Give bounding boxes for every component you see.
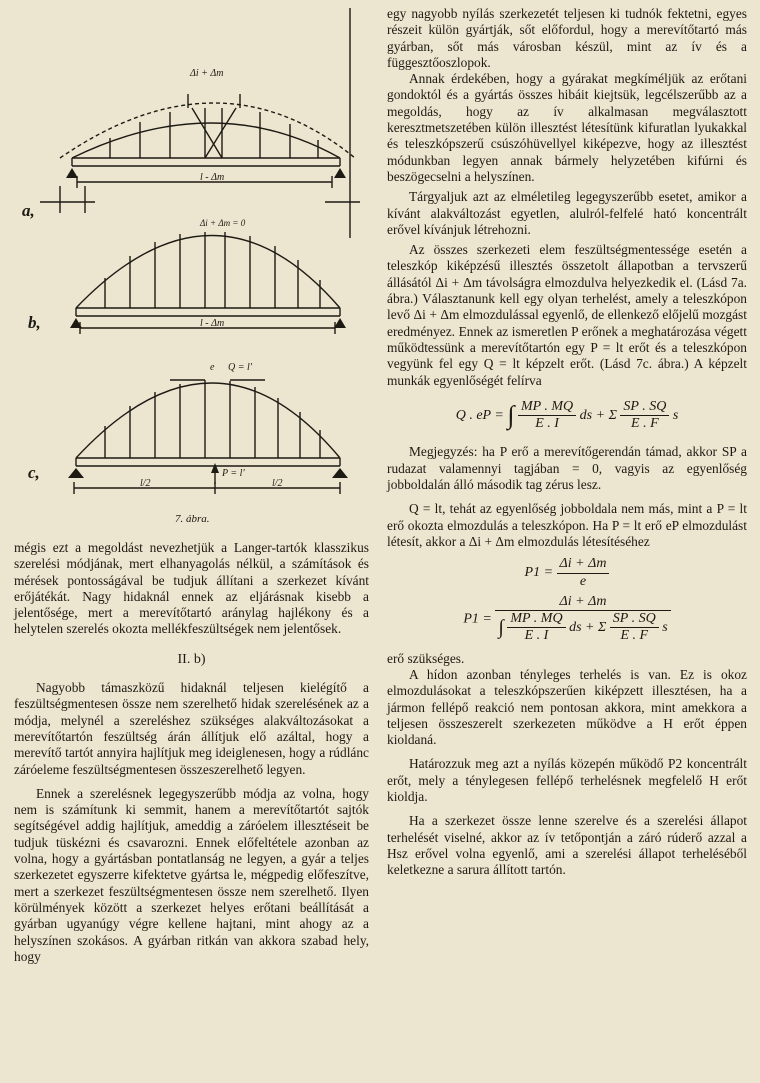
section-heading: II. b) xyxy=(177,651,206,667)
fig-label-b: b, xyxy=(28,313,41,332)
equation-1: Q . eP = ∫ $\frac{MP . MQ}{E . I}$ ds + Σ $\frac{SP . SQ}{E . F}$ s xyxy=(455,398,679,432)
left-paragraph-2: Nagyobb támaszközű hidaknál teljesen kielégítő a feszültségmentesen össze nem szerelhető hidak szerelésének az a módja, melynél a szereléshez szükséges alakváltozásokat a merevítőtartón feszültség árán állítjuk elő azáltal, hogy a merevítő tartót annyira hajlítjuk meg ideiglenesen, hogy a rúdlánc záróeleme feszültségmentesen összeszerelhető legyen. xyxy=(14,680,369,777)
fig-c-q-label: Q = l' xyxy=(228,362,252,373)
fig-label-c: c, xyxy=(28,463,40,482)
fig-a-dashed-arch xyxy=(60,103,355,158)
right-column xyxy=(387,6,747,879)
right-paragraph-3: Tárgyaljuk azt az elméletileg legegyszerűbb esetet, amikor a kívánt alakváltozást egyetlen, alulról-felfelé ható koncentrált erővel kívánjuk létrehozni. xyxy=(387,189,747,237)
right-paragraph-6: Q = lt, tehát az egyenlőség jobboldala nem más, mint a P = lt erő okozta elmozdulás a teleszkópon. Ha P = lt erő eP elmozdulást létesít, akkor a Δi + Δm elmozdulás létesítéséhez xyxy=(387,501,747,549)
fig-b-arch xyxy=(76,236,340,309)
figure-caption: 7. ábra. xyxy=(175,513,210,525)
left-paragraph-1: mégis ezt a megoldást nevezhetjük a Langer-tartók klasszikus szerelési módjának, mert elhanyagolás nélkül, a számítások és mérések pontosságával be tudjuk állítani a szerkezet kívánt erőjátékát. Nagy hidaknál ennek az eljárásnak kisebb a jelentősége, mert a merevítőtartó aránylag hajlékony és a helytelen szerelés okozta mellékfeszültségek nem jelentősek. xyxy=(14,540,369,637)
right-paragraph-4: Az összes szerkezeti elem feszültségmentessége esetén a teleszkóp kiképzésű illesztés összetolt állapotban a tervszerű állásától Δi + Δm távolságra elmozdulva helyezkedik el. (Lásd 7a. ábra.) Választanunk kell egy olyan terhelést, amely a teleszkópon levő Δi + Δm elmozdulással egyenlő, de ellenkező előjelű mozgást eredményez. Ennek az ismeretlen P erőnek a meghatározása végett működtessünk a merevítőtartón egy P = lt erőt és a teleszkópon vegyünk fel egy Q = lt képzelt erőt. (Lásd 7c. ábra.) A képzelt munkák egyenlőségét felírva xyxy=(387,242,747,388)
fig-c-e-label: e xyxy=(210,362,215,373)
right-paragraph-1: egy nagyobb nyílás szerkezetét teljesen ki tudnók fektetni, egyes részeit külön gyártják, sőt előfordul, hogy a merevítőtartó más gyárban, sőt más városban készül, mint az ív és a függesztőoszlopok. xyxy=(387,6,747,70)
right-paragraph-9: Határozzuk meg azt a nyílás közepén működő P2 koncentrált erőt, mely a ténylegesen fellépő terhelésnek megfelelő H erőt kioldja. xyxy=(387,756,747,805)
fig-label-a: a, xyxy=(22,201,35,220)
equation-3: P1 = Δi + Δm ∫ $\frac{MP . MQ}{E . I}$ ds + Σ $\frac{SP . SQ}{E . F}$ s xyxy=(387,594,747,645)
equation-2: P1 = $\frac{\Delta i + \Delta m}{e}$ xyxy=(387,556,747,590)
left-column xyxy=(14,540,369,965)
fig-b-span-label: l - Δm xyxy=(200,318,225,329)
fig-c-half1-label: l/2 xyxy=(140,478,151,489)
right-paragraph-2: Annak érdekében, hogy a gyárakat megkíméljük az erőtani gondoktól és a gyártás összes hibáit kiejtsük, legcélszerűbb az a megoldás, hogy az ív alkalmasan megválasztott keresztmetszetében külön illesztést létesítünk kifuratlan lyukakkal és teleszkópszerű csúszóhüvellyel kiképezve, hogy az illesztést módunkban legyen annak bármely helyzetében kifúrni és beszögecselni a helyszínen. xyxy=(387,71,747,184)
right-paragraph-5: Megjegyzés: ha P erő a merevítőgerendán támad, akkor SP a rudazat valamennyi tagjában = 0, vagyis az egyenlőség jobboldalán álló második tag zérus lesz. xyxy=(387,444,747,493)
fig-a-arch xyxy=(72,123,340,158)
fig-c-half2-label: l/2 xyxy=(272,478,283,489)
left-paragraph-3: Ennek a szerelésnek legegyszerűbb módja az volna, hogy nem is számítunk ki semmit, hanem a merevítőtartót sajtók segítségével addig hajlítjuk, ameddig a záróelem illesztéseit be tudjuk tüskézni és csavarozni. Ennek előfeltétele azonban az volna, hogy a gyártásban pontatlanság ne legyen, a gyár a teljes szerkezetet egyszerre kifektetve gyártsa le, mégpedig előfeszítve, mert a szerkezet feszültségmentesen össze nem szerelhető. Ilyen körülmények között a szerkezet helyes erőtani beállítását a gyárban ugyanúgy végre kellene hajtani, mint ahogy az a helyszínen szokásos. A gyárban ritkán van akkora szabad hely, hogy xyxy=(14,785,369,964)
figure-7 xyxy=(10,8,375,528)
fig-b-top-label: Δi + Δm = 0 xyxy=(200,218,246,228)
fig-a-top-label: Δi + Δm xyxy=(190,68,224,79)
right-paragraph-10: Ha a szerkezet össze lenne szerelve és a szerelési állapot terhelését viselné, akkor az ív tetőpontján a záró rúderő azzal a Hsz erővel volna egyenlő, ami a szerelési állapot terheléséből keletkezne a sarura állított tartón. xyxy=(387,813,747,878)
right-paragraph-8: A hídon azonban tényleges terhelés is van. Ez is okoz elmozdulásokat a teleszkópszerűen kiképzett illesztésen, ha a jármon fellépő reakció nem pontosan akkora, mint amekkora a teljesen összeszerelt szerkezeten működve a H erőt éppen kioldaná. xyxy=(387,666,747,748)
fig-a-span-label: l - Δm xyxy=(200,172,225,183)
right-paragraph-7: erő szükséges. xyxy=(387,650,465,666)
fig-c-p-label: P = l' xyxy=(222,468,245,479)
